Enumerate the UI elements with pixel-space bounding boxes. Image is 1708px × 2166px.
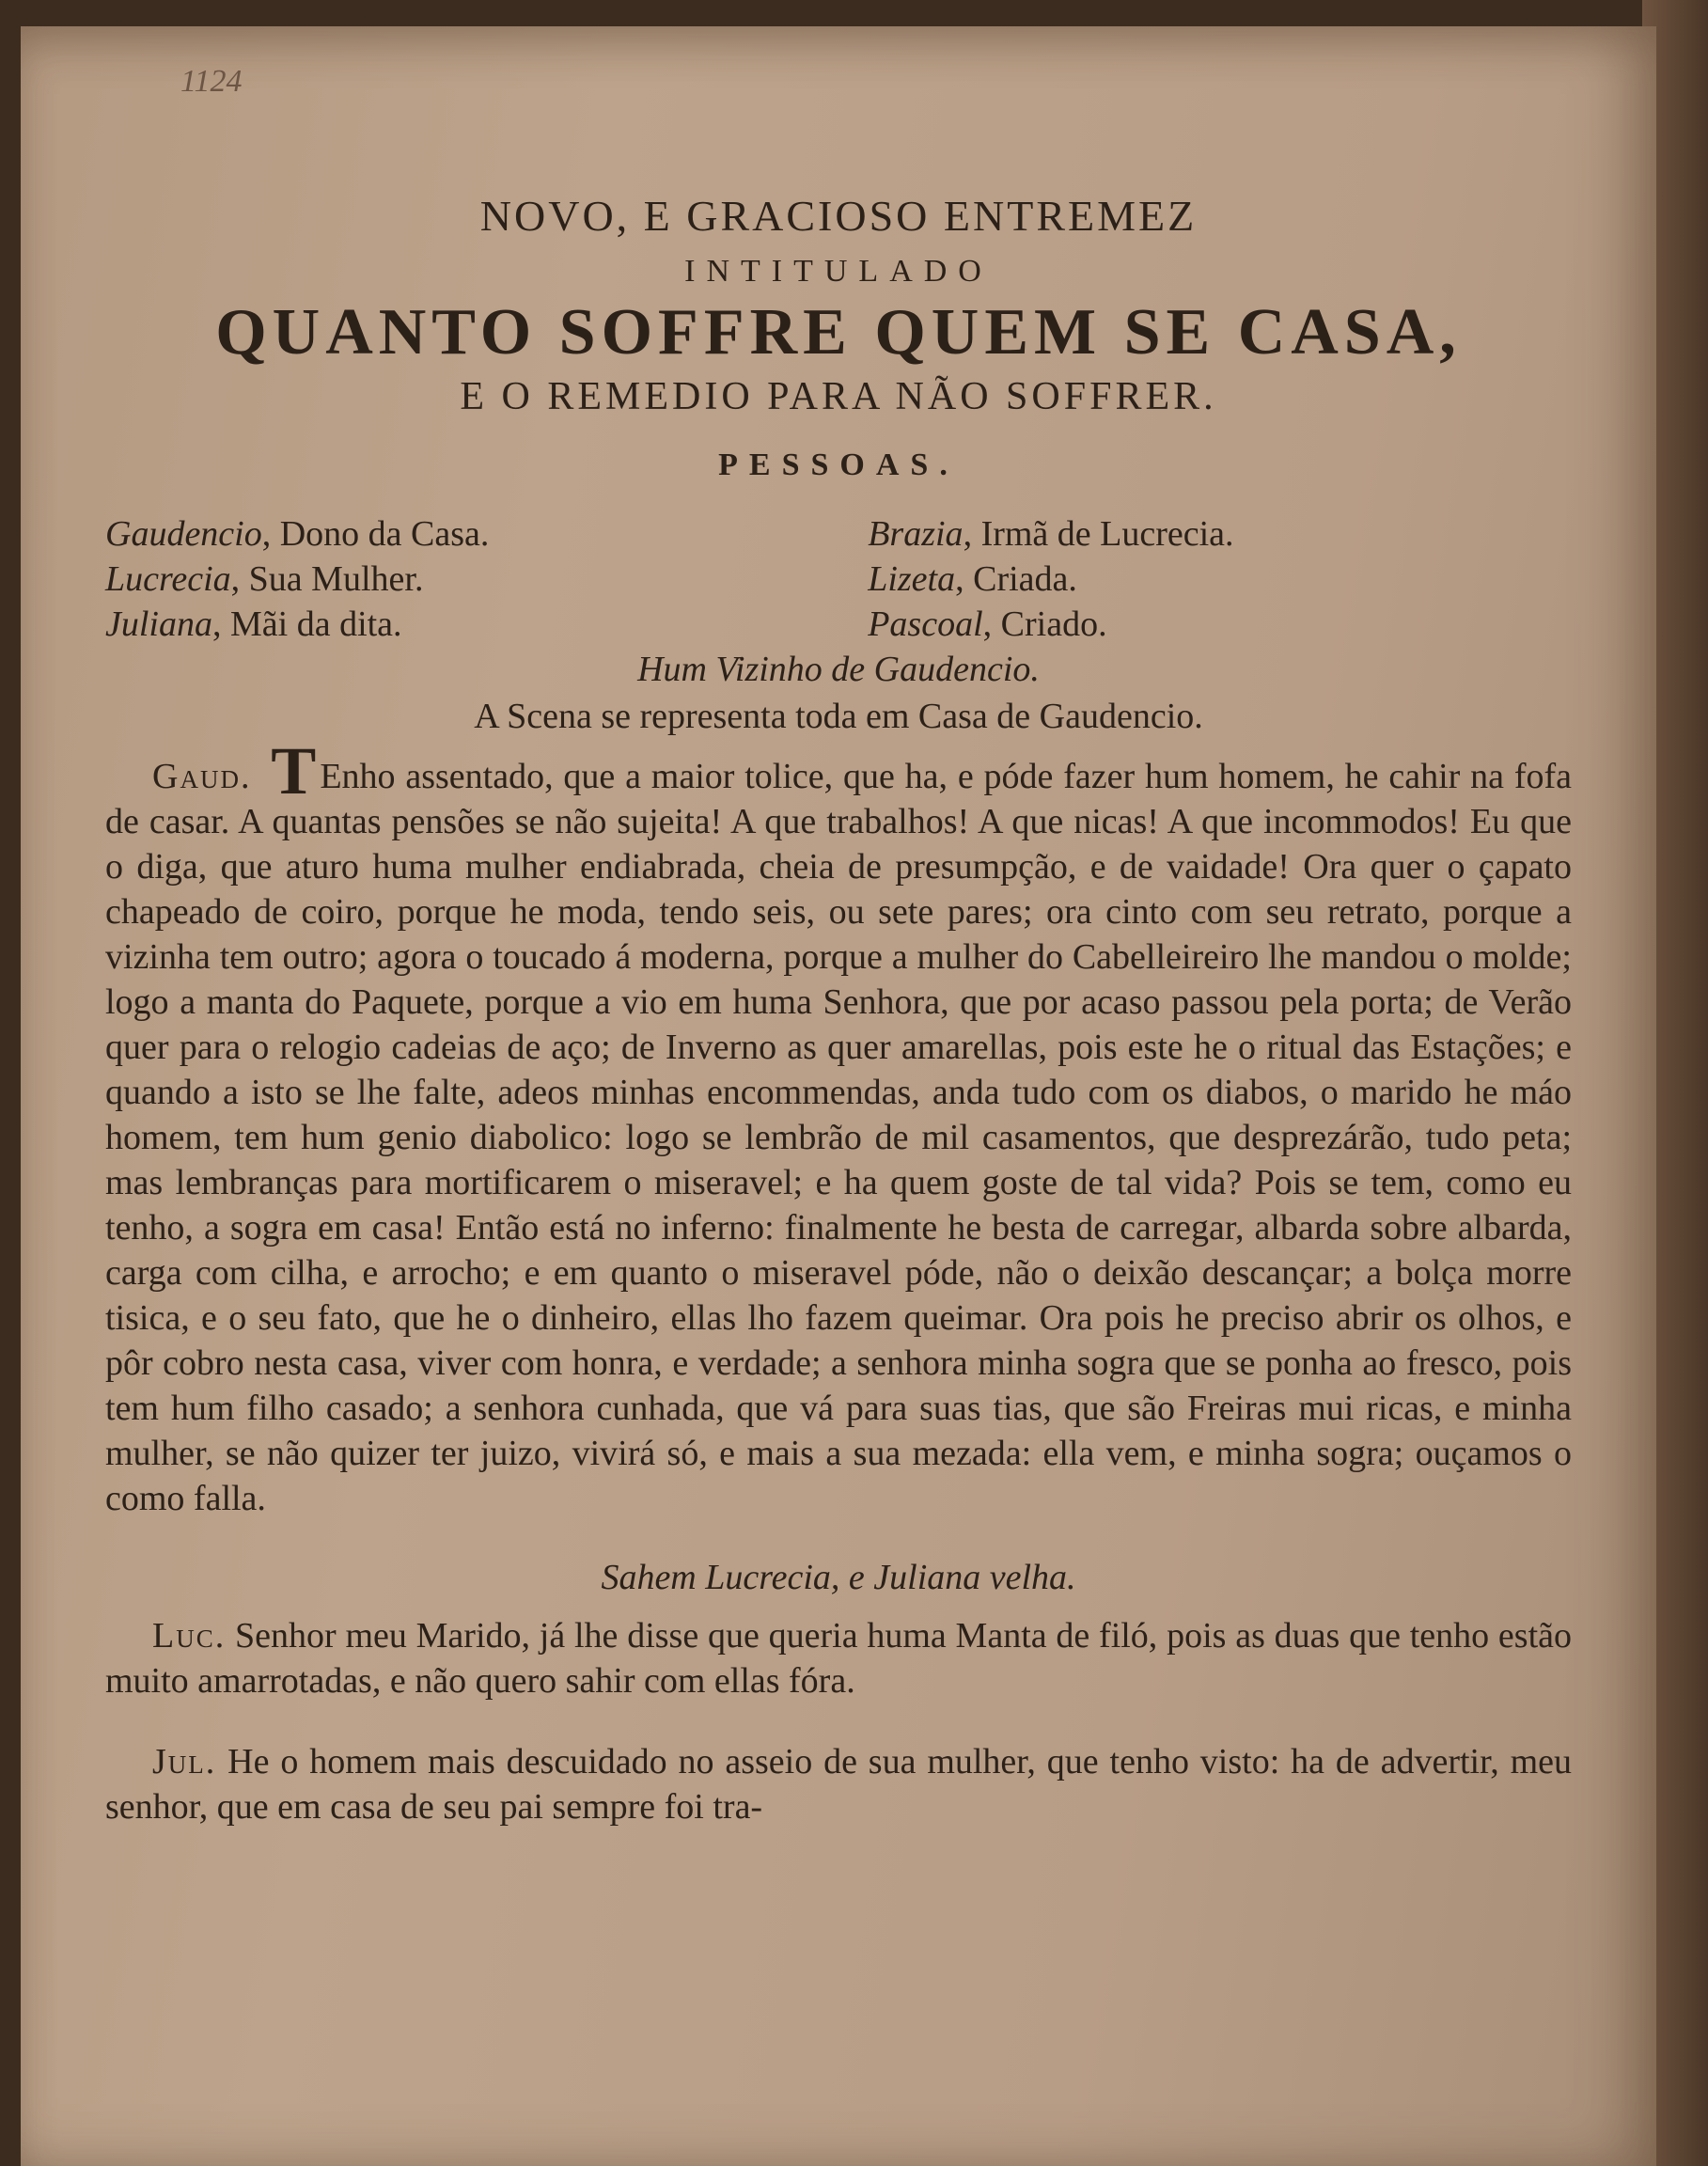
- title-line-1: NOVO, E GRACIOSO ENTREMEZ: [479, 192, 1198, 240]
- speech-text: He o homem mais descuidado no asseio de sua mulher, que tenho visto: ha de advertir, meu senhor, que em casa de seu pai sempre foi tra-: [105, 1742, 1573, 1827]
- cast-item: Juliana, Mãi da dita.: [105, 604, 402, 644]
- page-content: [105, 172, 1572, 1865]
- speech-juliana: [105, 1739, 1572, 1829]
- book-page: [21, 26, 1656, 2166]
- cast-item: Lizeta, Criada.: [868, 559, 1077, 599]
- title-line-2: INTITULADO: [684, 254, 993, 289]
- cast-column-left: [105, 511, 809, 647]
- speech-text: Senhor meu Marido, já lhe disse que queria huma Manta de filó, pois as duas que tenho estão muito amarrotadas, e não quero sahir com ellas fóra.: [105, 1616, 1573, 1701]
- speech-text: Enho assentado, que a maior tolice, que ha, e póde fazer hum homem, he cahir na fofa de casar. A quantas pensões se não sujeita! A que trabalhos! A que nicas! A que incommodos! Eu que o diga, que aturo huma mulher endiabrada, cheia de presumpção, e de vaidade! Ora quer o çapato chapeado de coiro, porque he moda, tendo seis, ou sete pares; ora cinto com seu retrato, porque a vizinha tem outro; agora o toucado á moderna, porque a mulher do Cabelleireiro lhe mandou o molde; logo a manta do Paquete, porque a vio em huma Senhora, que por acaso passou pela porta; de Verão quer para o relogio cadeias de aço; de Inverno as quer amarellas, pois este he o ritual das Estações; e quando a isto se lhe falte, adeos minhas encommendas, anda tudo com os diabos, o marido he máo homem, tem hum genio diabolico: logo se lembrão de mil casamentos, que desprezárão, tudo peta; mas lembranças para mortificarem o miseravel; e ha quem goste de tal vida? Pois se tem, como eu tenho, a sogra em casa! Então está no inferno: finalmente he besta de carregar, albarda sobre albarda, carga com cilha, e arrocho; e em quanto o miseravel póde, não o deixão descançar; a bolça morre tisica, e o seu fato, que he o dinheiro, ellas lho fazem queimar. Ora pois he preciso abrir os olhos, e pôr cobro nesta casa, viver com honra, e verdade; a senhora minha sogra que se ponha ao fresco, pois tem hum filho casado; a senhora cunhada, que vá para suas tias, que são Freiras mui ricas, e minha mulher, se não quizer ter juizo, vivirá só, e mais a sua mezada: ella vem, e minha sogra; ouçamos o como falla.: [105, 757, 1572, 1518]
- cast-column-right: [811, 511, 1572, 647]
- scene-note: A Scena se representa toda em Casa de Gaudencio.: [474, 697, 1203, 736]
- subtitle: E O REMEDIO PARA NÃO SOFFRER.: [460, 375, 1217, 418]
- speaker-label: Jul.: [152, 1742, 217, 1781]
- speaker-label: Luc.: [152, 1616, 227, 1656]
- cast-item: Brazia, Irmã de Lucrecia.: [868, 514, 1234, 554]
- main-title: QUANTO SOFFRE QUEM SE CASA,: [215, 296, 1462, 369]
- cast-list: [105, 511, 1572, 647]
- cast-heading: PESSOAS.: [718, 447, 959, 482]
- stage-direction: Sahem Lucrecia, e Juliana velha.: [601, 1558, 1076, 1597]
- speech-gaudencio: [105, 733, 1572, 1521]
- cast-item: Gaudencio, Dono da Casa.: [105, 514, 490, 554]
- cast-item: Lucrecia, Sua Mulher.: [105, 559, 424, 599]
- cast-item: Pascoal, Criado.: [868, 604, 1107, 644]
- speech-lucrecia: [105, 1613, 1572, 1703]
- speaker-label: Gaud.: [152, 757, 252, 796]
- drop-cap: T: [271, 733, 317, 808]
- cast-neighbor: Hum Vizinho de Gaudencio.: [637, 650, 1040, 689]
- corner-note: 1124: [180, 64, 243, 99]
